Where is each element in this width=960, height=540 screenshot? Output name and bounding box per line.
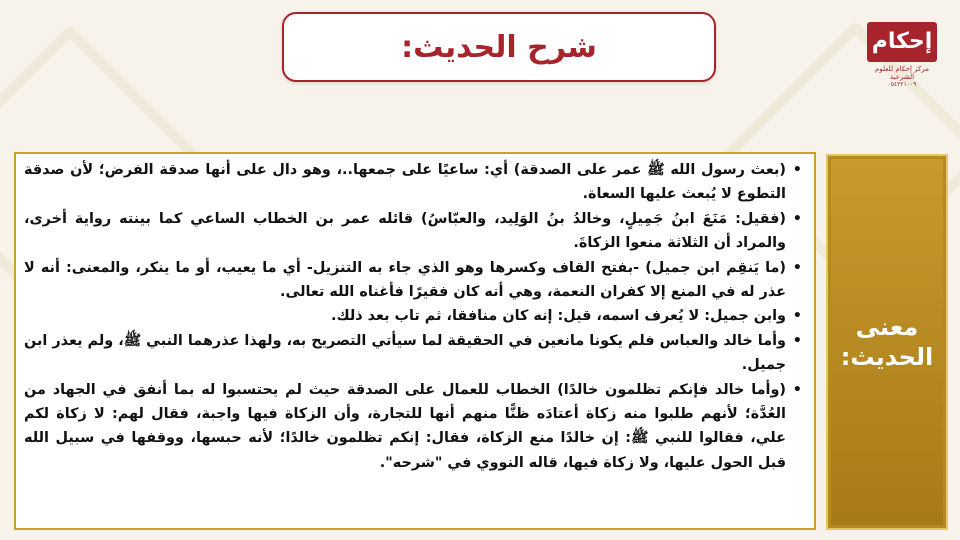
section-label — [841, 312, 933, 372]
list-item: • (فقيل: مَنَعَ ابنُ جَمِيلٍ، وخالدُ بنُ الوَلِيد، والعبّاسُ) قائله عمر بن الخطاب الساعي كما بينته رواية أخرى، والمراد أن الثلاثة منعوا الزكاةَ. — [24, 207, 786, 256]
logo-subtitle-2: ٠٥٤٣٢١٠٠٩ — [887, 81, 917, 88]
logo-mark: إحكام — [867, 22, 937, 62]
list-item: • (بعث رسول الله ﷺ عمر على الصدقة) أي: ساعيًا على جمعها..، وهو دال على أنها صدقة الفرض؛ لأن صدقة التطوع لا يُبعث عليها السعاة. — [24, 158, 786, 207]
title-box — [282, 12, 716, 82]
logo — [862, 22, 942, 94]
logo-subtitle: مركز إحكام للعلوم الشرعية — [875, 65, 929, 81]
section-label-line2: الحديث: — [840, 343, 934, 371]
explanation-list — [24, 158, 804, 475]
list-item: • (ما يَنقِم ابن جميل) -بفتح القاف وكسرها وهو الذي جاء به التنزيل- أي ما يعيب، أو ما ينكر، والمعنى: أنه لا عذر له في المنع إلا كفران النعمة، وهي أنه كان فقيرًا فأغناه الله تعالى. — [24, 256, 786, 305]
hadith-explanation-box — [14, 152, 816, 530]
section-label-box — [826, 154, 948, 530]
list-item: • (وأما خالد فإنكم تظلمون خالدًا) الخطاب للعمال على الصدقة حيث لم يحتسبوا له بما أنفق في الجهاد من العُدَّة؛ لأنهم طلبوا منه زكاة أعتادَه ظنًّا منهم أنها للتجارة، وأن الزكاة فيها واجبة، فقال لهم: لا زكاة لكم علي، فقالوا للنبي ﷺ: إن خالدًا منع الزكاة، فقال: إنكم تظلمون خالدًا؛ لأنه حبسها، ووقفها في سبيل الله قبل الحول عليها، ولا زكاة فيها، قاله النووي في "شرحه". — [24, 378, 786, 476]
list-item: • وأما خالد والعباس فلم يكونا مانعين في الحقيقة لما سيأتي التصريح به، ولهذا عذرهما النبي ﷺ، ولم يعذر ابن جميل. — [24, 329, 786, 378]
list-item: • وابن جميل: لا يُعرف اسمه، قيل: إنه كان منافقا، ثم تاب بعد ذلك. — [24, 304, 786, 328]
page-title: شرح الحديث: — [401, 29, 597, 65]
section-label-line1: معنى — [855, 313, 919, 341]
